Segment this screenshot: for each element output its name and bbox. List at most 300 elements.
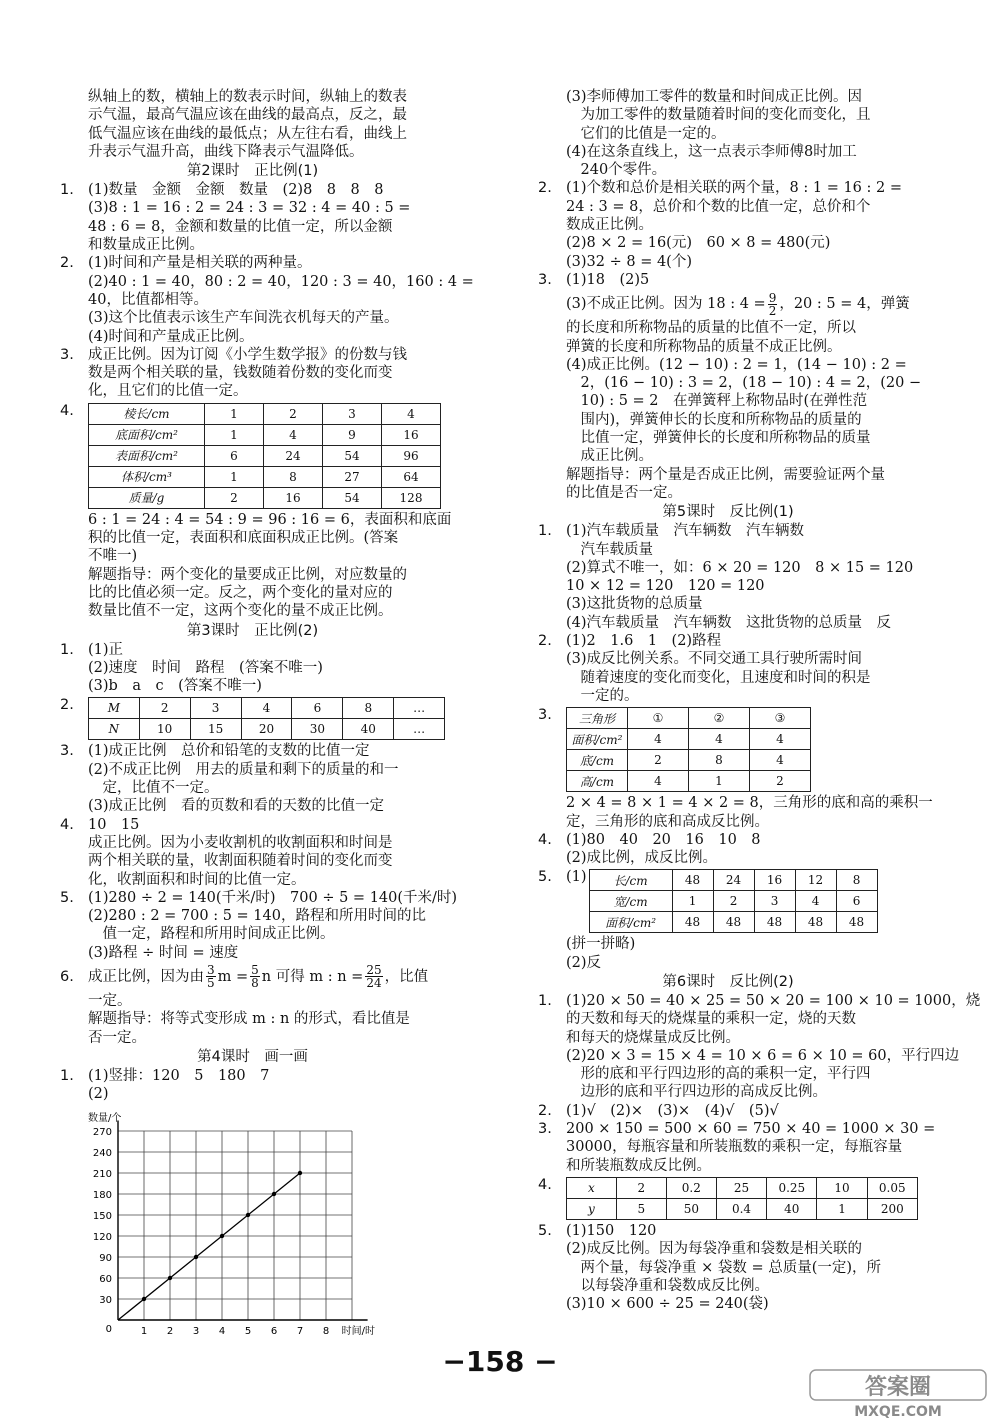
answer-text: 两个量，每袋净重 × 袋数 = 总质量(一定)，所 <box>566 1259 882 1276</box>
fraction: $\frac{3}{5}$ <box>207 963 215 991</box>
answer-text: (2) <box>88 1086 109 1103</box>
table-cell: 40 <box>767 1198 817 1219</box>
text-line: 解题指导：将等式变形成 m : n 的形式，看比值是 <box>88 1011 410 1028</box>
left-column <box>60 88 474 1103</box>
answer-line <box>538 161 918 179</box>
answer-line <box>60 364 445 382</box>
answer-text: (1)√ (2)× (3)× (4)√ (5)√ <box>566 1102 779 1119</box>
table-cell: 4 <box>628 729 689 750</box>
answer-text: (1)150 120 <box>566 1222 657 1239</box>
answer-text: (3)路程 ÷ 时间 = 速度 <box>88 944 239 961</box>
question-number: 5. <box>538 869 552 886</box>
answer-text: 汽车载质量 <box>566 541 653 558</box>
answer-text: 24 : 3 = 8，总价和个数的比值一定，总价和个 <box>566 198 871 215</box>
table-row <box>567 1177 918 1198</box>
answer-text: 200 × 150 = 500 × 60 = 750 × 40 = 1000 × 30 = <box>566 1121 936 1138</box>
table-cell: ① <box>628 708 689 729</box>
answer-line <box>538 632 918 650</box>
answer-text: (1)时间和产量是相关联的两种量。 <box>88 255 312 272</box>
table-block <box>60 697 445 740</box>
answer-text: (2)算式不唯一，如：6 × 20 = 120 8 × 15 = 120 <box>566 559 914 576</box>
answer-text: 成正比例。 <box>566 448 653 465</box>
answer-line <box>60 907 445 925</box>
answer-line <box>538 1010 918 1028</box>
answer-text: (3)10 × 600 ÷ 25 = 240(袋) <box>566 1296 769 1313</box>
answer-text: 40，比值都相等。 <box>88 291 208 308</box>
table-cell: 6 <box>292 698 343 719</box>
answer-text: 成正比例，因为由 <box>88 968 204 985</box>
table-cell: 宽/cm <box>589 891 672 912</box>
table-row <box>589 891 877 912</box>
answer-text: 30000，每瓶容量和所装瓶数的乘积一定，每瓶容量 <box>566 1139 903 1156</box>
table-cell: 4 <box>689 729 750 750</box>
table-cell: 2 <box>264 403 323 424</box>
answer-text: (2)40 : 1 = 40，80 : 2 = 40，120 : 3 = 40，160 : 4 = <box>88 273 474 290</box>
answer-text: (2)8 × 2 = 16(元) 60 × 8 = 480(元) <box>566 235 831 252</box>
answer-line <box>538 559 918 577</box>
table-row <box>567 771 811 792</box>
answer-text: 成正比例。因为小麦收割机的收割面积和时间是 <box>88 834 393 851</box>
answer-text: 弹簧的长度和所称物品的质量不成正比例。 <box>566 338 842 355</box>
table-cell: 6 <box>836 891 877 912</box>
answer-line <box>60 291 445 309</box>
table-cell: 体积/cm³ <box>89 466 205 487</box>
table-cell: 27 <box>323 466 382 487</box>
x-tick-label: 2 <box>166 1326 174 1337</box>
question-number: 5. <box>60 889 74 906</box>
answer-text: 化，收割面积和时间的比值一定。 <box>88 871 306 888</box>
table-cell: 4 <box>264 424 323 445</box>
lesson-heading: 第4课时 画一画 <box>197 1048 308 1065</box>
text-line: 低气温应该在曲线的最低点；从左往右看，曲线上 <box>88 125 407 142</box>
answer-line <box>60 761 445 779</box>
y-tick-label: 270 <box>92 1127 112 1138</box>
answer-line <box>538 198 918 216</box>
table-cell: x <box>567 1177 617 1198</box>
text-line: (拼一拼略) <box>566 936 636 953</box>
table-cell: 1 <box>817 1198 867 1219</box>
fraction: $\frac{25}{24}$ <box>366 963 382 991</box>
table-cell: 4 <box>382 403 441 424</box>
table-cell: 4 <box>241 698 292 719</box>
table-cell: 0.4 <box>716 1198 766 1219</box>
table-row <box>567 729 811 750</box>
answer-text: (1)个数和总价是相关联的两个量，8 : 1 = 16 : 2 = <box>566 180 902 197</box>
answer-text: (1)80 40 20 16 10 8 <box>566 831 761 848</box>
question-number: 1. <box>60 641 74 658</box>
answer-text: (1)2 1.6 1 (2)路程 <box>566 633 722 650</box>
answer-table <box>88 403 441 509</box>
answer-text: (2)280 : 2 = 700 : 5 = 140，路程和所用时间的比 <box>88 908 426 925</box>
table-cell: 5 <box>616 1198 666 1219</box>
answer-text: 形的底和平行四边形的高的乘积一定，平行四 <box>566 1066 871 1083</box>
table-cell: 0.2 <box>666 1177 716 1198</box>
answer-line <box>538 849 918 867</box>
answer-text: 10 15 <box>88 816 140 833</box>
question-number: 1. <box>60 182 74 199</box>
answer-line <box>538 356 918 374</box>
answer-line <box>538 813 918 831</box>
answer-text: 边形的底和平行四边形的高成反比例。 <box>566 1084 827 1101</box>
table-cell: 8 <box>836 870 877 891</box>
fraction: $\frac{5}{8}$ <box>251 963 259 991</box>
right-column <box>538 88 981 1313</box>
line-chart <box>60 1113 380 1337</box>
table-cell: 2 <box>750 771 811 792</box>
answer-text: (2)速度 时间 路程 (答案不唯一) <box>88 659 323 676</box>
answer-text: (1)数量 金额 金额 数量 (2)8 8 8 8 <box>88 182 384 199</box>
y-tick-label: 240 <box>92 1148 112 1159</box>
answer-line <box>538 1295 918 1313</box>
table-cell: 48 <box>672 912 713 933</box>
table-row <box>567 1198 918 1219</box>
data-point <box>168 1276 172 1280</box>
table-cell: 2 <box>628 750 689 771</box>
x-axis-label: 时间/时 <box>341 1326 375 1337</box>
answer-line <box>60 889 458 907</box>
question-number: 4. <box>538 1176 552 1193</box>
table-cell: 200 <box>867 1198 917 1219</box>
answer-text: 2，(16 − 10) : 3 = 2，(18 − 10) : 4 = 2，(20 − <box>566 375 922 392</box>
text-line: 否一定。 <box>88 1029 146 1046</box>
table-cell: 0.05 <box>867 1177 917 1198</box>
table-cell: 10 <box>817 1177 867 1198</box>
answer-text: 成正比例。因为订阅《小学生数学报》的份数与钱 <box>88 346 407 363</box>
table-cell: 24 <box>713 870 754 891</box>
text-line: 积的比值一定，表面积和底面积成正比例。(答案 <box>88 530 399 547</box>
answer-line <box>538 216 918 234</box>
table-cell: 1 <box>205 466 264 487</box>
table-cell: 面积/cm² <box>567 729 628 750</box>
answer-text: 的长度和所称物品的质量的比值不一定，所以 <box>566 320 856 337</box>
text-line: 纵轴上的数，横轴上的数表示时间，纵轴上的数表 <box>88 89 407 105</box>
answer-line <box>60 779 445 797</box>
answer-text: 为加工零件的数量随着时间的变化而变化，且 <box>566 107 871 124</box>
answer-line <box>538 484 918 502</box>
lesson-heading: 第6课时 反比例(2) <box>662 973 794 990</box>
text-line: 解题指导：两个变化的量要成正比例，对应数量的 <box>88 566 407 583</box>
table-cell: … <box>394 698 445 719</box>
answer-line <box>538 1029 918 1047</box>
table-cell: 面积/cm² <box>589 912 672 933</box>
answer-line <box>538 541 918 559</box>
x-tick-label: 3 <box>192 1326 200 1337</box>
y-tick-label: 30 <box>99 1295 112 1306</box>
answer-text: (3)这个比值表示该生产车间洗衣机每天的产量。 <box>88 310 399 327</box>
y-tick-label: 150 <box>92 1211 112 1222</box>
answer-text: (3)成正比例 看的页数和看的天数的比值一定 <box>88 798 385 815</box>
question-number: 3. <box>538 1121 552 1138</box>
page-number: −158 − <box>442 1345 558 1378</box>
y-tick-label: 60 <box>99 1274 112 1285</box>
x-tick-label: 7 <box>296 1326 304 1337</box>
answer-text: (3)不成正比例。因为 18 : 4 = <box>566 296 766 313</box>
answer-line <box>60 797 445 815</box>
table-cell: 48 <box>836 912 877 933</box>
answer-line <box>538 125 918 143</box>
table-cell: 9 <box>323 424 382 445</box>
answer-text: (2)不成正比例 用去的质量和剩下的质量的和一 <box>88 761 399 778</box>
answer-line <box>60 346 445 364</box>
answer-text: 和数量成正比例。 <box>88 237 204 254</box>
origin-label: 0 <box>105 1324 112 1335</box>
lesson-heading: 第2课时 正比例(1) <box>186 163 319 180</box>
table-cell: 48 <box>795 912 836 933</box>
answer-text: 和每天的烧煤量成反比例。 <box>566 1029 740 1046</box>
answer-text: 比值一定，弹簧伸长的长度和所称物品的质量 <box>566 430 871 447</box>
table-cell: 96 <box>382 445 441 466</box>
answer-line <box>60 834 445 852</box>
answer-line <box>538 522 918 540</box>
text-line: 6 : 1 = 24 : 4 = 54 : 9 = 96 : 16 = 6，表面积和底面 <box>88 511 452 528</box>
table-cell: 1 <box>205 403 264 424</box>
table-cell: 8 <box>264 466 323 487</box>
answer-text: 化，且它们的比值一定。 <box>88 383 248 400</box>
table-cell: ③ <box>750 708 811 729</box>
answer-line <box>538 650 918 668</box>
answer-line <box>538 1157 918 1175</box>
answer-line <box>538 1240 918 1258</box>
answer-line <box>60 382 445 400</box>
answer-text: ，20 : 5 = 4，弹簧 <box>779 296 910 313</box>
table-cell: 48 <box>672 870 713 891</box>
table-cell: 12 <box>795 870 836 891</box>
table-row <box>567 750 811 771</box>
question-number: 3. <box>538 707 552 724</box>
table-cell: 54 <box>323 487 382 508</box>
table-cell: 3 <box>190 698 241 719</box>
answer-line <box>538 1259 918 1277</box>
answer-text: (1)竖排：120 5 180 7 <box>88 1067 270 1084</box>
answer-line <box>60 659 445 677</box>
data-point <box>298 1171 302 1175</box>
data-point <box>142 1297 146 1301</box>
question-number: 4. <box>60 816 74 833</box>
answer-text: m = <box>217 968 249 985</box>
answer-line <box>538 106 918 124</box>
table-cell: 高/cm <box>567 771 628 792</box>
answer-line <box>60 677 445 695</box>
text-line: 升表示气温升高，曲线下降表示气温降低。 <box>88 143 364 160</box>
table-block <box>538 869 918 933</box>
answer-line <box>538 429 918 447</box>
answer-text: (4)汽车载质量 汽车辆数 这批货物的总质量 反 <box>566 614 892 631</box>
answer-line <box>60 742 445 760</box>
table-block <box>538 1177 918 1220</box>
answer-text: (2)成比例，成反比例。 <box>566 850 718 867</box>
table-cell: 50 <box>666 1198 716 1219</box>
y-tick-label: 210 <box>92 1169 112 1180</box>
answer-text: 两个相关联的量，收割面积随着时间的变化而变 <box>88 853 393 870</box>
answer-line <box>538 338 918 356</box>
table-cell: 48 <box>713 912 754 933</box>
answer-line <box>60 1067 445 1085</box>
answer-text: 48 : 6 = 8，金额和数量的比值一定，所以金额 <box>88 218 393 235</box>
answer-line <box>60 273 474 291</box>
answer-text: 数是两个相关联的量，钱数随着份数的变化而变 <box>88 365 393 382</box>
text-line: (2)反 <box>566 954 602 971</box>
table-cell: 三角形 <box>567 708 628 729</box>
data-point <box>272 1192 276 1196</box>
x-tick-label: 6 <box>270 1326 278 1337</box>
answer-line <box>60 852 445 870</box>
fraction: $\frac{9}{2}$ <box>768 290 777 318</box>
table-cell: 30 <box>292 719 343 740</box>
table-block <box>60 403 445 509</box>
y-tick-label: 180 <box>92 1190 112 1201</box>
text-line: 不唯一) <box>88 548 138 565</box>
table-cell: 1 <box>205 424 264 445</box>
answer-line <box>538 595 918 613</box>
answer-line <box>538 1083 918 1101</box>
question-number: 3. <box>538 271 552 288</box>
data-point <box>220 1234 224 1238</box>
answer-text: 解题指导：两个量是否成正比例，需要验证两个量 <box>566 466 885 483</box>
answer-line <box>538 1120 936 1138</box>
table-row <box>589 912 877 933</box>
table-cell: 长/cm <box>589 870 672 891</box>
answer-line <box>538 319 918 337</box>
table-cell: 质量/g <box>89 487 205 508</box>
answer-line <box>538 411 918 429</box>
answer-table <box>589 869 878 933</box>
table-row <box>89 424 441 445</box>
table-cell: … <box>394 719 445 740</box>
text-line: 数量比值不一定，这两个变化的量不成正比例。 <box>88 603 393 620</box>
answer-text: 10) : 5 = 2 在弹簧秤上称物品时(在弹性范 <box>566 393 868 410</box>
table-cell: 8 <box>689 750 750 771</box>
answer-text: 2 × 4 = 8 × 1 = 4 × 2 = 8，三角形的底和高的乘积一 <box>566 795 933 812</box>
answer-line <box>538 1047 960 1065</box>
answer-text: (1)正 <box>88 641 124 658</box>
answer-line <box>538 577 918 595</box>
answer-line <box>538 179 918 197</box>
watermark-logo <box>808 1368 988 1420</box>
answer-text: 一定的。 <box>566 687 639 704</box>
answer-line <box>60 925 445 943</box>
table-cell: 24 <box>264 445 323 466</box>
question-number: 2. <box>538 180 552 197</box>
answer-line <box>60 181 445 199</box>
answer-line <box>538 1102 918 1120</box>
answer-line <box>538 1138 918 1156</box>
answer-text: (3)32 ÷ 8 = 4(个) <box>566 253 692 270</box>
table-cell: 棱长/cm <box>89 403 205 424</box>
answer-text: (1)18 (2)5 <box>566 271 650 288</box>
table-cell: 15 <box>190 719 241 740</box>
table-cell: 底/cm <box>567 750 628 771</box>
x-tick-label: 8 <box>322 1326 330 1337</box>
answer-line <box>538 669 918 687</box>
table-row <box>89 403 441 424</box>
answer-text: (4)时间和产量成正比例。 <box>88 328 254 345</box>
table-row <box>567 708 811 729</box>
table-block <box>538 707 918 792</box>
answer-table <box>88 697 445 740</box>
answer-text: (4)成正比例。(12 − 10) : 2 = 1，(14 − 10) : 2 = <box>566 356 907 373</box>
table-cell: 16 <box>754 870 795 891</box>
table-cell: 8 <box>343 698 394 719</box>
table-cell: 3 <box>323 403 382 424</box>
table-cell: 6 <box>205 445 264 466</box>
answer-text: (3)这批货物的总质量 <box>566 596 703 613</box>
table-row <box>89 445 441 466</box>
answer-text: (3)李师傅加工零件的数量和时间成正比例。因 <box>566 89 863 105</box>
answer-text: 数成正比例。 <box>566 217 653 234</box>
table-cell: 3 <box>754 891 795 912</box>
question-number: 4. <box>60 402 74 419</box>
answer-text: (4)在这条直线上，这一点表示李师傅8时加工 <box>566 143 857 160</box>
question-number: 2. <box>60 697 74 714</box>
x-tick-label: 4 <box>218 1326 226 1337</box>
answer-line <box>60 944 445 962</box>
question-number: 1. <box>538 523 552 540</box>
answer-line <box>60 218 445 236</box>
question-number: 2. <box>538 633 552 650</box>
answer-text: 240个零件。 <box>566 162 667 179</box>
answer-text: 10 × 12 = 120 120 = 120 <box>566 578 765 595</box>
table-row <box>89 719 445 740</box>
question-number: 4. <box>538 831 552 848</box>
table-cell: 2 <box>139 698 190 719</box>
y-axis-label: 数量/个 <box>88 1113 122 1124</box>
answer-table <box>566 707 811 792</box>
table-cell: ② <box>689 708 750 729</box>
answer-line <box>538 374 922 392</box>
answer-text: 以每袋净重和袋数成反比例。 <box>566 1277 769 1294</box>
watermark-top-text: 答案圈 <box>864 1375 932 1400</box>
table-cell: 表面积/cm² <box>89 445 205 466</box>
question-number: 1. <box>60 1067 74 1084</box>
question-number: 2. <box>538 1102 552 1119</box>
table-row <box>89 698 445 719</box>
text-line: 示气温，最高气温应该在曲线的最高点，反之，最 <box>88 107 407 124</box>
table-cell: 10 <box>139 719 190 740</box>
answer-line <box>538 271 918 289</box>
question-number: 5. <box>538 1222 552 1239</box>
table-row <box>589 870 877 891</box>
answer-text: 定，三角形的底和高成反比例。 <box>566 813 769 830</box>
table-cell: 40 <box>343 719 394 740</box>
table-cell: y <box>567 1198 617 1219</box>
question-number: 6. <box>60 968 74 985</box>
table-cell: 1 <box>672 891 713 912</box>
table-cell: 16 <box>264 487 323 508</box>
answer-line <box>538 143 918 161</box>
answer-text: (1)汽车载质量 汽车辆数 汽车辆数 <box>566 523 805 540</box>
answer-text: 值一定，路程和所用时间成正比例。 <box>88 926 335 943</box>
answer-line <box>538 447 918 465</box>
answer-line <box>60 641 445 659</box>
answer-line <box>538 289 918 319</box>
question-number: 1. <box>538 992 552 1009</box>
lesson-heading: 第3课时 正比例(2) <box>186 622 319 639</box>
answer-text: (1)20 × 50 = 40 × 25 = 50 × 20 = 100 × 10 = 1000，烧 <box>566 992 981 1009</box>
table-cell: 25 <box>716 1177 766 1198</box>
answer-line <box>538 1222 918 1240</box>
x-tick-label: 1 <box>140 1326 148 1337</box>
data-point <box>194 1255 198 1259</box>
y-tick-label: 90 <box>99 1253 112 1264</box>
answer-text: 定，比值不一定。 <box>88 780 219 797</box>
answer-line <box>60 254 445 272</box>
table-cell: 4 <box>750 750 811 771</box>
question-number: 2. <box>60 255 74 272</box>
answer-line <box>538 253 918 271</box>
table-cell: 16 <box>382 424 441 445</box>
answer-table <box>566 1177 918 1220</box>
answer-line <box>538 466 918 484</box>
